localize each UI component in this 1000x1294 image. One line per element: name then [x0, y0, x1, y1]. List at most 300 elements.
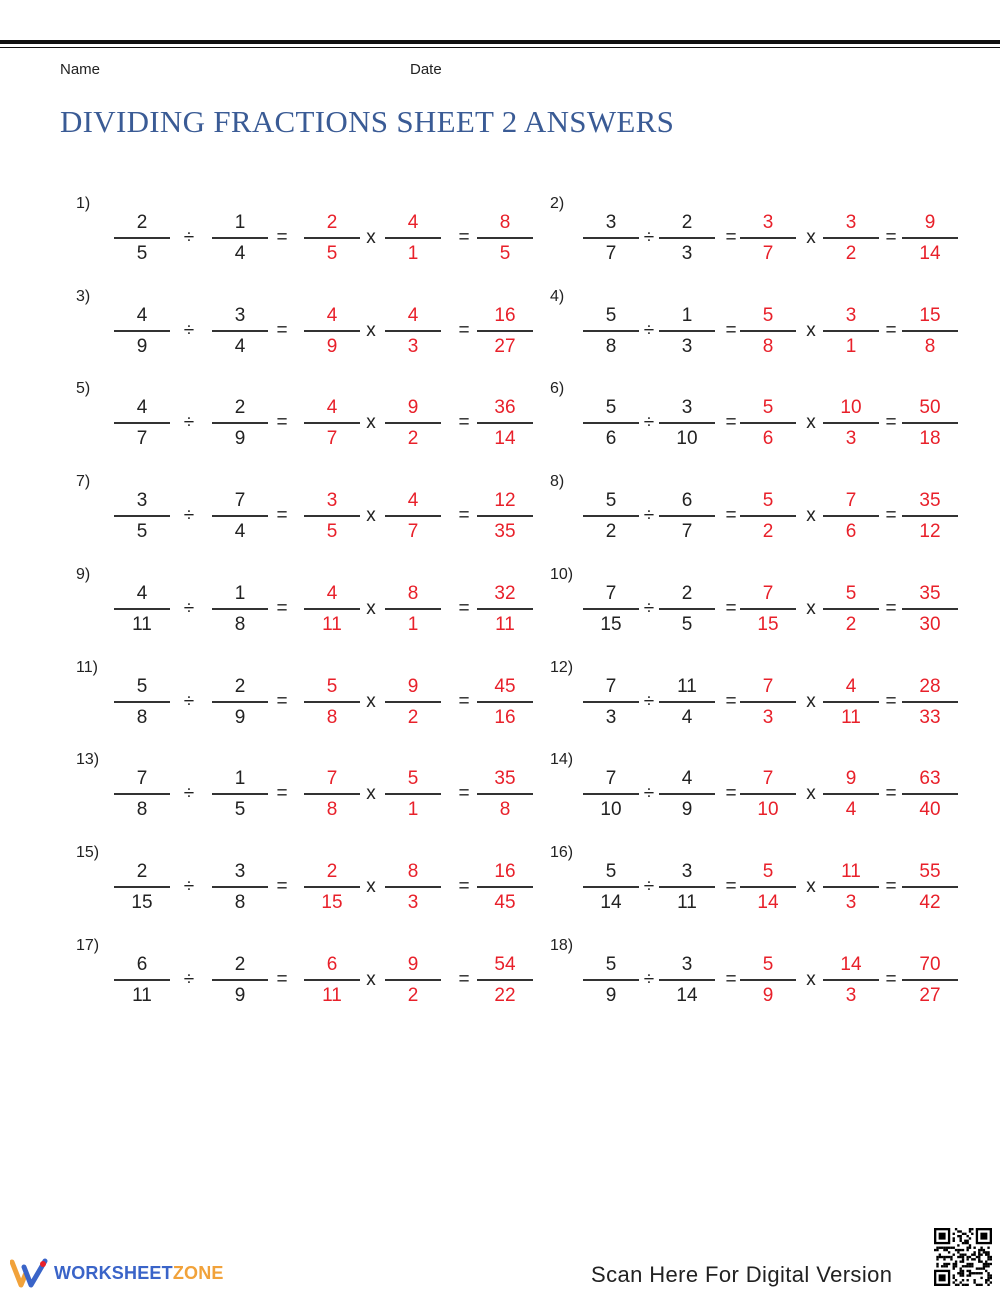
- numerator: 8: [407, 861, 419, 882]
- qr-code-icon[interactable]: [934, 1228, 992, 1286]
- dividend-fraction: [583, 673, 639, 731]
- denominator: 10: [600, 799, 622, 820]
- numerator: 4: [845, 676, 857, 697]
- divide-sign: ÷: [643, 598, 655, 619]
- fraction-bar: [477, 793, 533, 795]
- divide-sign: ÷: [183, 691, 195, 712]
- denominator: 2: [605, 521, 617, 542]
- dividend-fraction: [114, 302, 170, 360]
- fraction-bar: [212, 237, 268, 239]
- problem-14: [536, 751, 996, 831]
- result-fraction: [477, 394, 533, 452]
- divide-sign: ÷: [643, 412, 655, 433]
- divide-sign: ÷: [643, 876, 655, 897]
- numerator: 4: [326, 305, 338, 326]
- fraction-bar: [659, 979, 715, 981]
- denominator: 8: [326, 707, 338, 728]
- dividend-fraction: [114, 951, 170, 1009]
- denominator: 11: [322, 985, 342, 1006]
- dividend-fraction: [114, 209, 170, 267]
- denominator: 7: [605, 243, 617, 264]
- divisor-fraction: [659, 302, 715, 360]
- numerator: 1: [234, 212, 246, 233]
- numerator: 7: [234, 490, 246, 511]
- denominator: 40: [919, 799, 941, 820]
- header-rule-thick: [0, 40, 1000, 44]
- numerator: 4: [407, 212, 419, 233]
- fraction-bar: [583, 701, 639, 703]
- times-sign: x: [806, 876, 816, 897]
- numerator: 45: [494, 676, 516, 697]
- fraction-bar: [114, 330, 170, 332]
- denominator: 8: [924, 336, 936, 357]
- fraction-bar: [385, 886, 441, 888]
- fraction-bar: [385, 515, 441, 517]
- fraction-bar: [477, 886, 533, 888]
- fraction-bar: [114, 608, 170, 610]
- dividend-fraction: [583, 951, 639, 1009]
- name-label: Name: [60, 61, 101, 78]
- fraction-bar: [823, 979, 879, 981]
- rewritten-fraction: [304, 765, 360, 823]
- fraction-bar: [304, 793, 360, 795]
- dividend-fraction: [114, 487, 170, 545]
- divide-sign: ÷: [643, 691, 655, 712]
- fraction-bar: [740, 515, 796, 517]
- problem-number: 2): [550, 195, 565, 212]
- denominator: 3: [407, 336, 419, 357]
- fraction-bar: [823, 237, 879, 239]
- denominator: 3: [845, 892, 857, 913]
- divisor-fraction: [212, 858, 268, 916]
- denominator: 4: [234, 336, 246, 357]
- denominator: 8: [136, 707, 148, 728]
- denominator: 10: [676, 428, 698, 449]
- times-sign: x: [806, 691, 816, 712]
- problem-number: 11): [76, 659, 98, 676]
- numerator: 4: [136, 305, 148, 326]
- denominator: 27: [919, 985, 941, 1006]
- dividend-fraction: [583, 394, 639, 452]
- fraction-bar: [385, 701, 441, 703]
- fraction-bar: [740, 886, 796, 888]
- reciprocal-fraction: [385, 951, 441, 1009]
- brand-part-2: ZONE: [172, 1262, 224, 1283]
- denominator: 4: [234, 521, 246, 542]
- fraction-bar: [823, 886, 879, 888]
- divisor-fraction: [212, 302, 268, 360]
- times-sign: x: [366, 505, 376, 526]
- fraction-bar: [902, 886, 958, 888]
- denominator: 3: [845, 428, 857, 449]
- denominator: 7: [136, 428, 148, 449]
- fraction-bar: [385, 793, 441, 795]
- numerator: 4: [136, 583, 148, 604]
- numerator: 5: [605, 490, 617, 511]
- denominator: 8: [136, 799, 148, 820]
- problem-number: 10): [550, 566, 574, 583]
- worksheet-zone-logo: [10, 1256, 224, 1290]
- denominator: 11: [495, 614, 515, 635]
- reciprocal-fraction: [823, 673, 879, 731]
- fraction-bar: [477, 608, 533, 610]
- divide-sign: ÷: [643, 227, 655, 248]
- denominator: 14: [676, 985, 698, 1006]
- fraction-bar: [902, 979, 958, 981]
- numerator: 1: [234, 768, 246, 789]
- denominator: 9: [762, 985, 774, 1006]
- fraction-bar: [212, 330, 268, 332]
- fraction-bar: [212, 886, 268, 888]
- denominator: 15: [600, 614, 622, 635]
- numerator: 2: [234, 676, 246, 697]
- divisor-fraction: [659, 765, 715, 823]
- divide-sign: ÷: [183, 227, 195, 248]
- denominator: 3: [605, 707, 617, 728]
- equals-sign: =: [458, 412, 470, 433]
- numerator: 8: [499, 212, 511, 233]
- rewritten-fraction: [740, 765, 796, 823]
- fraction-bar: [212, 422, 268, 424]
- fraction-bar: [902, 793, 958, 795]
- numerator: 4: [681, 768, 693, 789]
- problem-10: [536, 566, 996, 646]
- equals-sign: =: [458, 505, 470, 526]
- numerator: 11: [677, 676, 697, 697]
- fraction-bar: [114, 979, 170, 981]
- times-sign: x: [366, 876, 376, 897]
- numerator: 7: [326, 768, 338, 789]
- numerator: 1: [234, 583, 246, 604]
- numerator: 14: [840, 954, 862, 975]
- reciprocal-fraction: [823, 580, 879, 638]
- fraction-bar: [659, 793, 715, 795]
- reciprocal-fraction: [823, 394, 879, 452]
- reciprocal-fraction: [385, 858, 441, 916]
- equals-sign: =: [458, 320, 470, 341]
- numerator: 3: [234, 861, 246, 882]
- dividend-fraction: [583, 765, 639, 823]
- problem-number: 13): [76, 751, 100, 768]
- numerator: 4: [326, 583, 338, 604]
- equals-sign: =: [725, 320, 737, 341]
- denominator: 16: [494, 707, 516, 728]
- times-sign: x: [366, 783, 376, 804]
- numerator: 70: [919, 954, 941, 975]
- divisor-fraction: [659, 673, 715, 731]
- worksheet-zone-logo-icon: [10, 1258, 48, 1288]
- numerator: 6: [326, 954, 338, 975]
- rewritten-fraction: [740, 858, 796, 916]
- denominator: 9: [234, 428, 246, 449]
- fraction-bar: [477, 515, 533, 517]
- fraction-bar: [740, 330, 796, 332]
- denominator: 5: [326, 521, 338, 542]
- equals-sign: =: [458, 598, 470, 619]
- numerator: 16: [494, 305, 516, 326]
- denominator: 3: [407, 892, 419, 913]
- problem-number: 7): [76, 473, 91, 490]
- fraction-bar: [212, 701, 268, 703]
- problem-4: [536, 288, 996, 368]
- equals-sign: =: [458, 783, 470, 804]
- fraction-bar: [114, 515, 170, 517]
- brand-name: [54, 1263, 224, 1284]
- numerator: 3: [681, 954, 693, 975]
- fraction-bar: [304, 330, 360, 332]
- problem-7: [60, 473, 520, 553]
- numerator: 3: [234, 305, 246, 326]
- fraction-bar: [583, 793, 639, 795]
- equals-sign: =: [725, 876, 737, 897]
- numerator: 28: [919, 676, 941, 697]
- divisor-fraction: [212, 580, 268, 638]
- numerator: 3: [845, 305, 857, 326]
- denominator: 6: [605, 428, 617, 449]
- numerator: 3: [605, 212, 617, 233]
- result-fraction: [477, 858, 533, 916]
- equals-sign: =: [725, 783, 737, 804]
- fraction-bar: [740, 608, 796, 610]
- fraction-bar: [740, 422, 796, 424]
- numerator: 5: [762, 305, 774, 326]
- numerator: 50: [919, 397, 941, 418]
- numerator: 5: [762, 954, 774, 975]
- fraction-bar: [477, 330, 533, 332]
- reciprocal-fraction: [823, 209, 879, 267]
- result-fraction: [902, 951, 958, 1009]
- fraction-bar: [477, 422, 533, 424]
- numerator: 5: [605, 305, 617, 326]
- divisor-fraction: [212, 765, 268, 823]
- result-fraction: [477, 951, 533, 1009]
- fraction-bar: [114, 886, 170, 888]
- fraction-bar: [902, 515, 958, 517]
- denominator: 1: [407, 614, 419, 635]
- equals-sign: =: [458, 969, 470, 990]
- equals-sign: =: [885, 783, 897, 804]
- divide-sign: ÷: [183, 412, 195, 433]
- equals-sign: =: [276, 876, 288, 897]
- problem-18: [536, 937, 996, 1017]
- equals-sign: =: [458, 876, 470, 897]
- equals-sign: =: [458, 227, 470, 248]
- numerator: 7: [605, 768, 617, 789]
- fraction-bar: [212, 515, 268, 517]
- header-rule-thin: [0, 47, 1000, 48]
- denominator: 5: [136, 521, 148, 542]
- rewritten-fraction: [740, 302, 796, 360]
- denominator: 9: [681, 799, 693, 820]
- fraction-bar: [659, 515, 715, 517]
- fraction-bar: [823, 793, 879, 795]
- denominator: 9: [234, 707, 246, 728]
- denominator: 3: [845, 985, 857, 1006]
- problem-1: [60, 195, 520, 275]
- rewritten-fraction: [304, 673, 360, 731]
- denominator: 7: [407, 521, 419, 542]
- numerator: 2: [681, 212, 693, 233]
- times-sign: x: [366, 320, 376, 341]
- equals-sign: =: [725, 691, 737, 712]
- rewritten-fraction: [304, 487, 360, 545]
- fraction-bar: [583, 979, 639, 981]
- divisor-fraction: [659, 487, 715, 545]
- result-fraction: [902, 394, 958, 452]
- denominator: 42: [919, 892, 941, 913]
- problem-number: 8): [550, 473, 565, 490]
- problem-17: [60, 937, 520, 1017]
- times-sign: x: [806, 505, 816, 526]
- denominator: 14: [600, 892, 622, 913]
- fraction-bar: [823, 515, 879, 517]
- denominator: 8: [605, 336, 617, 357]
- denominator: 1: [845, 336, 857, 357]
- equals-sign: =: [276, 505, 288, 526]
- equals-sign: =: [885, 320, 897, 341]
- denominator: 10: [757, 799, 779, 820]
- fraction-bar: [304, 608, 360, 610]
- divide-sign: ÷: [183, 969, 195, 990]
- numerator: 5: [845, 583, 857, 604]
- fraction-bar: [114, 793, 170, 795]
- numerator: 5: [407, 768, 419, 789]
- numerator: 4: [407, 305, 419, 326]
- divide-sign: ÷: [183, 320, 195, 341]
- problem-number: 6): [550, 380, 565, 397]
- fraction-bar: [659, 330, 715, 332]
- numerator: 7: [762, 768, 774, 789]
- divisor-fraction: [659, 951, 715, 1009]
- problem-number: 9): [76, 566, 91, 583]
- reciprocal-fraction: [385, 394, 441, 452]
- fraction-bar: [902, 330, 958, 332]
- numerator: 3: [681, 861, 693, 882]
- denominator: 7: [762, 243, 774, 264]
- equals-sign: =: [885, 598, 897, 619]
- result-fraction: [902, 765, 958, 823]
- fraction-bar: [477, 701, 533, 703]
- reciprocal-fraction: [385, 302, 441, 360]
- denominator: 5: [499, 243, 511, 264]
- denominator: 14: [757, 892, 779, 913]
- problem-12: [536, 659, 996, 739]
- numerator: 2: [681, 583, 693, 604]
- denominator: 2: [845, 243, 857, 264]
- numerator: 4: [326, 397, 338, 418]
- numerator: 7: [762, 583, 774, 604]
- denominator: 22: [494, 985, 516, 1006]
- rewritten-fraction: [304, 858, 360, 916]
- numerator: 5: [762, 861, 774, 882]
- fraction-bar: [902, 701, 958, 703]
- denominator: 11: [677, 892, 697, 913]
- numerator: 9: [845, 768, 857, 789]
- fraction-bar: [823, 422, 879, 424]
- numerator: 2: [136, 212, 148, 233]
- numerator: 54: [494, 954, 516, 975]
- denominator: 14: [919, 243, 941, 264]
- denominator: 35: [494, 521, 516, 542]
- denominator: 3: [762, 707, 774, 728]
- numerator: 9: [407, 397, 419, 418]
- problem-9: [60, 566, 520, 646]
- problem-3: [60, 288, 520, 368]
- denominator: 12: [919, 521, 941, 542]
- numerator: 2: [234, 954, 246, 975]
- divide-sign: ÷: [183, 505, 195, 526]
- fraction-bar: [304, 515, 360, 517]
- numerator: 10: [840, 397, 862, 418]
- problem-number: 1): [76, 195, 91, 212]
- equals-sign: =: [276, 412, 288, 433]
- fraction-bar: [659, 608, 715, 610]
- fraction-bar: [385, 422, 441, 424]
- rewritten-fraction: [740, 951, 796, 1009]
- numerator: 7: [605, 676, 617, 697]
- reciprocal-fraction: [385, 487, 441, 545]
- fraction-bar: [659, 237, 715, 239]
- denominator: 27: [494, 336, 516, 357]
- result-fraction: [477, 209, 533, 267]
- problem-2: [536, 195, 996, 275]
- rewritten-fraction: [740, 394, 796, 452]
- numerator: 1: [681, 305, 693, 326]
- dividend-fraction: [114, 765, 170, 823]
- numerator: 2: [326, 212, 338, 233]
- dividend-fraction: [583, 580, 639, 638]
- fraction-bar: [212, 608, 268, 610]
- page-title: DIVIDING FRACTIONS SHEET 2 ANSWERS: [60, 104, 675, 139]
- rewritten-fraction: [304, 951, 360, 1009]
- times-sign: x: [806, 783, 816, 804]
- fraction-bar: [304, 979, 360, 981]
- times-sign: x: [806, 969, 816, 990]
- numerator: 63: [919, 768, 941, 789]
- denominator: 45: [494, 892, 516, 913]
- denominator: 5: [326, 243, 338, 264]
- denominator: 4: [845, 799, 857, 820]
- divide-sign: ÷: [183, 876, 195, 897]
- times-sign: x: [366, 969, 376, 990]
- dividend-fraction: [583, 302, 639, 360]
- numerator: 35: [919, 490, 941, 511]
- fraction-bar: [659, 422, 715, 424]
- denominator: 2: [845, 614, 857, 635]
- numerator: 2: [136, 861, 148, 882]
- divide-sign: ÷: [643, 969, 655, 990]
- denominator: 8: [234, 614, 246, 635]
- equals-sign: =: [885, 505, 897, 526]
- numerator: 36: [494, 397, 516, 418]
- divide-sign: ÷: [643, 320, 655, 341]
- denominator: 15: [757, 614, 779, 635]
- problem-11: [60, 659, 520, 739]
- numerator: 7: [136, 768, 148, 789]
- denominator: 9: [136, 336, 148, 357]
- denominator: 15: [131, 892, 153, 913]
- numerator: 6: [681, 490, 693, 511]
- denominator: 2: [407, 428, 419, 449]
- denominator: 2: [407, 985, 419, 1006]
- denominator: 11: [132, 985, 152, 1006]
- dividend-fraction: [114, 394, 170, 452]
- numerator: 6: [136, 954, 148, 975]
- denominator: 8: [326, 799, 338, 820]
- fraction-bar: [477, 237, 533, 239]
- denominator: 2: [762, 521, 774, 542]
- numerator: 3: [845, 212, 857, 233]
